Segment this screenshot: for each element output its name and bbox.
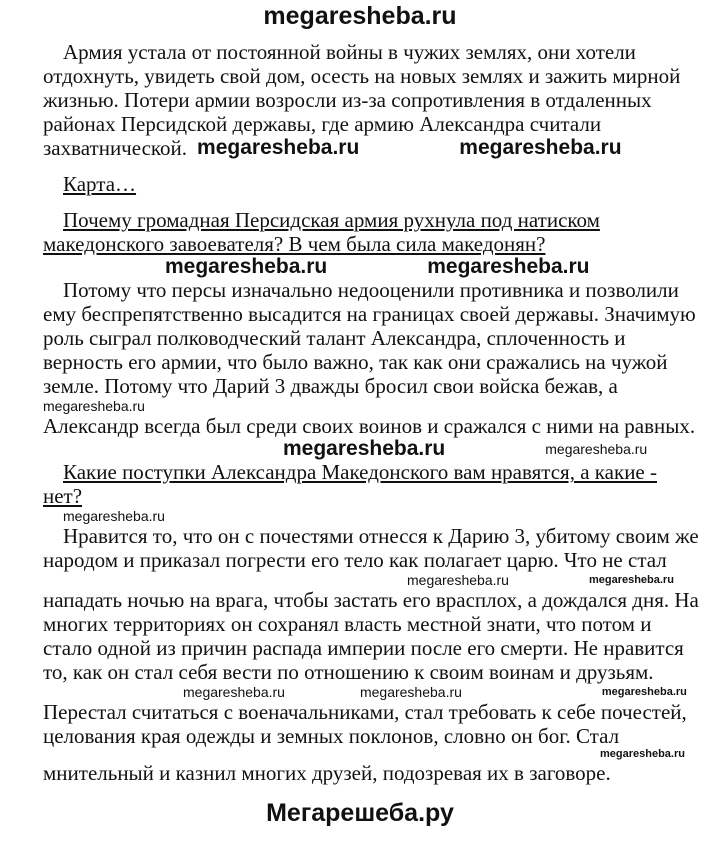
watermark-row [0, 572, 720, 588]
question-text: Какие поступки Александра Македонского вам нравятся, а какие - [63, 460, 657, 484]
map-heading-text: Карта… [63, 172, 137, 196]
watermark: megaresheba.ru [459, 136, 622, 159]
answer-line: Перестал считаться с военачальниками, стал требовать к себе почестей, [43, 700, 687, 724]
answer-line: стало одной из причин распада империи после его смерти. Не нравится [43, 636, 684, 660]
watermark: megaresheba.ru [545, 441, 648, 457]
answer-line: ему беспрепятственно высадится на границах своей державы. Значимую [43, 302, 696, 326]
paragraph-line: Армия устала от постоянной войны в чужих землях, они хотели [63, 40, 636, 64]
paragraph-line: жизнью. Потери армии возросли из-за сопротивления в отдаленных [43, 88, 652, 112]
watermark-row [0, 438, 720, 460]
question-line [0, 484, 720, 508]
watermark: megaresheba.ru [407, 572, 509, 588]
answer-line: целования края одежды и земных поклонов, словно он бог. Стал [43, 724, 620, 748]
paragraph-line: отдохнуть, увидеть свой дом, осесть на новых землях и зажить мирной [43, 64, 681, 88]
watermark: megaresheba.ru [588, 573, 674, 586]
watermark: megaresheba.ru [427, 255, 590, 278]
answer-line: земле. Потому что Дарий 3 дважды бросил свои войска бежав, а [43, 374, 618, 398]
question-text: македонского завоевателя? В чем была сила македонян? [43, 232, 546, 256]
answer-line: роль сыграл полководческий талант Александра, сплоченность и [43, 326, 626, 350]
watermark-row [0, 684, 720, 700]
watermark: megaresheba.ru [600, 748, 685, 760]
site-footer: Мегарешеба.ру [266, 799, 454, 827]
watermark-row [0, 508, 720, 524]
answer-line: народом и приказал погрести его тело как полагает царю. Что не стал [43, 548, 667, 572]
answer-line: Александр всегда был среди своих воинов и сражался с ними на равных. [43, 414, 696, 438]
question-text: нет? [43, 484, 83, 508]
watermark: megaresheba.ru [165, 255, 328, 278]
watermark-row [0, 256, 720, 278]
question-line [0, 460, 720, 484]
answer-line: нападать ночью на врага, чтобы застать его врасплох, а дождался дня. На [43, 588, 699, 612]
watermark: megaresheba.ru [601, 685, 687, 698]
answer-line: многих территориях он сохранял власть местной знати, что потом и [43, 612, 652, 636]
map-heading [0, 172, 720, 196]
watermark: megaresheba.ru [63, 508, 165, 524]
answer-line: мнительный и казнил многих друзей, подозревая их в заговоре. [43, 761, 611, 785]
answer-line: Потому что персы изначально недооценили противника и позволили [63, 278, 679, 302]
answer-line: то, как он стал себя вести по отношению к своим воинам и друзьям. [43, 660, 654, 684]
watermark: megaresheba.ru [283, 437, 446, 460]
answer-line: верность его армии, что было важно, так как они сражались на чужой [43, 350, 668, 374]
watermark-row [0, 398, 720, 414]
question-line [0, 232, 720, 256]
question-line [0, 208, 720, 232]
watermark: megaresheba.ru [197, 136, 360, 159]
watermark-row [0, 748, 720, 761]
site-header: megaresheba.ru [263, 2, 457, 30]
paragraph-line: захватнической. [43, 136, 188, 160]
paragraph-line: районах Персидской державы, где армию Александра считали [43, 112, 602, 136]
watermark: megaresheba.ru [43, 398, 145, 414]
question-text: Почему громадная Персидская армия рухнула под натиском [63, 208, 600, 232]
paragraph-last-row [0, 136, 720, 160]
watermark: megaresheba.ru [359, 684, 462, 700]
watermark: megaresheba.ru [183, 684, 285, 700]
answer-line: Нравится то, что он с почестями отнесся к Дарию 3, убитому своим же [63, 524, 699, 548]
